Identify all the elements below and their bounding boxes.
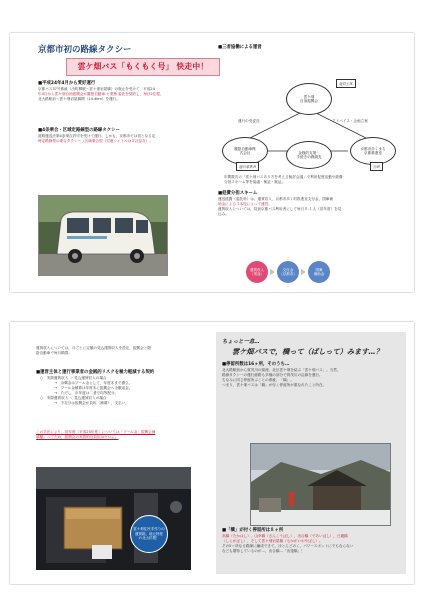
para2-line-1: この手法により，初年度（平成25年度）については「プール金」振興会補 — [36, 430, 156, 434]
minibus-image — [39, 196, 167, 275]
sidebox-title: 雲ケ畑バスで，橋って（ばしって）みます…？ — [232, 347, 383, 356]
contract-item-4: → ただし，年年度は二者で均等配分。 — [54, 391, 119, 396]
fare-box-photo — [36, 467, 191, 570]
section-route-type — [38, 128, 206, 144]
heading-route-type: ■4条乗合・区域定路線型の路線タクシー — [38, 128, 120, 133]
cooperation-caption — [224, 175, 402, 185]
label-contract: 運行の受委託 — [238, 119, 260, 123]
cooperation-diagram — [218, 79, 398, 171]
start-line-3: 北大路駅前〜雲ケ畑岩屋橋間（14.4km）を運行。 — [38, 97, 120, 102]
heading-cost: ■経費分担スキーム — [218, 191, 258, 196]
village-image — [251, 444, 390, 525]
bridges-line-3: その5ヶ所なる路線に編成できて，ほとんどのく，パワースポットにでもならない — [222, 544, 354, 549]
node-village-council: 雲ケ畑 自治振興会 — [286, 83, 332, 115]
title-banner — [66, 58, 220, 76]
contract-item-6: → 不足分は振興会が負担（補填），支払い。 — [54, 401, 129, 406]
node-financial-support: 金銭的支援・ 手続きの務調先 — [286, 141, 332, 169]
section-cooperation — [218, 45, 398, 51]
sidebox-prelude: ちょっと一息… — [222, 339, 260, 345]
chain-arrow-2 — [301, 269, 306, 275]
bus-photo — [38, 195, 168, 276]
start-line-2: 年4月から雲ケ畑自治振興会が腰掛自動車 と業務 委託を契約し，毎日2往復， — [38, 92, 164, 97]
contract-item-1: ○ 実際運賃収入 ＞ 見込運賃収入の場合 — [40, 376, 107, 380]
stops-line-4: つまり，雲ケ畑バスは「橋」が付く停留所が重なれたこと所在。 — [222, 383, 327, 388]
section-result — [36, 430, 212, 440]
fare-box-image — [36, 467, 191, 570]
sidebox-section-bridges — [222, 528, 402, 554]
section-start-operation — [38, 81, 206, 102]
cost-line-1: 運送経費（委託料）は，運賃収入，京都市歩く町推進室支付金，国庫補 — [218, 197, 333, 201]
caption-line-1: 年間数次の「雲ケ畑バスあり方を考える検討会議」で利用促進活動や経費 — [224, 175, 343, 179]
heading-stops: ■停留所数は16ヶ所，そのうち… — [222, 362, 290, 367]
heading-cooperation: ■三者協働による運営 — [218, 45, 262, 50]
village-photo — [250, 443, 391, 526]
bridges-line-2: （しらがばし），そして雲ケ畑岩屋橋（もかがいわやばし）。 — [222, 539, 323, 544]
cost-line-3: 運賃収入については，従前京都バス利用者にして毎日０.１人（初年度）を見 — [218, 207, 342, 212]
contract-item-2: → 余剰金はプール金として，年度末まで積立。 — [54, 381, 133, 386]
section-contract — [36, 370, 212, 407]
node-kyoto-city: 京都市歩くまち 京都推進室 — [350, 137, 396, 165]
cost-line-4: 込み。 — [218, 212, 229, 217]
stops-line-2: 路線タクシーの運行経路も多様の部分で賀茂川の沿線を運行。 — [222, 373, 323, 378]
tag-operating-body: 運営主体 — [336, 79, 356, 88]
start-line-1: 京都バス37号系統（出町柳駅〜雲ケ畑岩屋橋）の廃止を受けて，平成24 — [38, 87, 155, 91]
banner-text: 雲ケ畑バス「もくもく号」 快走中！ — [77, 62, 209, 71]
sidebox-section-stops — [222, 362, 402, 388]
tag-operator: 運行事業者 — [236, 162, 259, 171]
bridges-line-4: なども期待しているのが…，出合橋…「出逢橋」！ — [222, 549, 305, 554]
label-advice: アドバイス・企画立案 — [332, 119, 368, 123]
cost-line-2: 助金による３本柱によって運営。 — [218, 202, 272, 207]
contract-item-3: → プール金積算は年度末に振興会へ全額返金。 — [54, 386, 133, 391]
stops-line-3: ちなみに同じ停留所ぶことの系統，「橋」。 — [222, 378, 294, 383]
para1-line-1: 運賃収入については，月ごとに定額の見込運賃収入を設定，振興会と随 — [36, 346, 151, 350]
section-cost-sharing — [218, 191, 402, 217]
bridges-line-1: 高橋（たかはし），山幸橋（さんこうばし），出合橋（であいばし），白巌橋 — [222, 534, 348, 538]
route-line-2: 時定路線型の乗合タクシー（区域乗合型（空港シャトルは２社存在）。 — [38, 139, 153, 144]
chain-arrow-1 — [270, 269, 275, 275]
caption-line-2: 分担スキーム等を協議・検証・検証。 — [224, 180, 286, 185]
contract-item-5: ○ 実際運賃収入 ＜ 見込運賃収入の場合 — [40, 396, 107, 401]
funding-national-subsidy: 国庫 補助金 — [308, 261, 330, 283]
fare-box-callout: 雲ケ畑住民手作りの 運賃箱。地元特産 の北山杉製！ — [130, 515, 168, 553]
side-column-box — [216, 332, 406, 574]
stops-line-1: 北大路駅前から賀茂川の源流，北区雲ケ畑を結ぶ「雲ケ畑バス」。当然， — [222, 368, 341, 372]
node-bus-company: 腰掛自動車株 式会社 — [222, 137, 268, 165]
route-line-1: 道路運送法第4条乗合許可を受けて運行。しかも，京都市では初となる定 — [38, 134, 156, 138]
page-1-title: 京都市初の路線タクシー — [38, 45, 132, 55]
page-2 — [10, 322, 414, 584]
para1-line-2: 掛自動車で毎月精算。 — [36, 351, 72, 356]
funding-fare-revenue: 運賃収入 （別途） — [246, 261, 268, 283]
section-fare-settlement — [36, 346, 208, 356]
heading-bridges: ■「橋」が付く停留所は８ヶ所 — [222, 528, 284, 533]
funding-city-grant: 交付金 （京都市） — [277, 261, 299, 283]
heading-contract: ■運営主体と運行事業者の金銭的リスクを極力軽減する契約 — [36, 370, 155, 375]
para2-line-2: 填額」ってため，振興会の実質的な負担はゼロに。 — [36, 435, 119, 440]
page-1 — [10, 33, 414, 292]
heading-start: ■平成24年4月から愛好運行 — [38, 81, 96, 86]
funding-chain — [246, 261, 330, 283]
tag-government: 行政 — [370, 162, 383, 171]
